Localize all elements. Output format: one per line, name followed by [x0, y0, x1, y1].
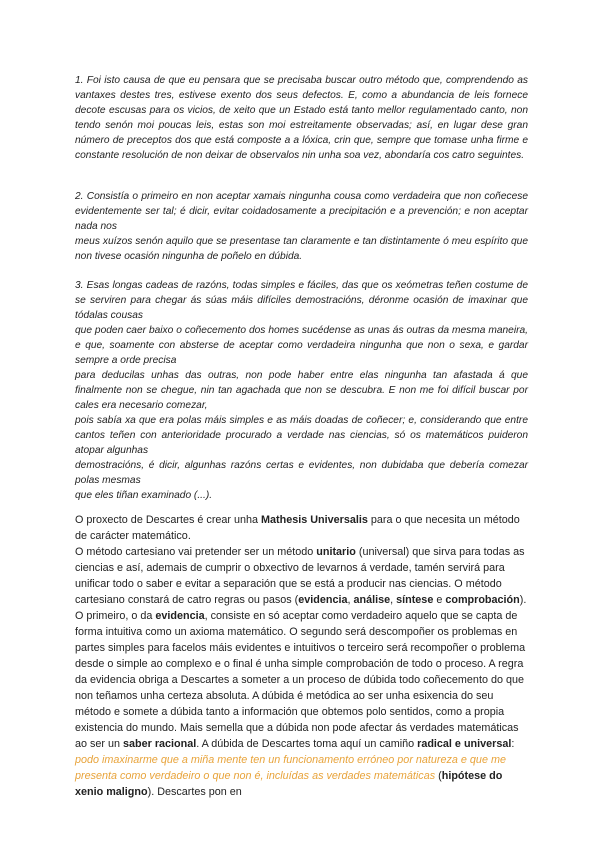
quote-rule-2: [75, 189, 528, 264]
body-text: ,: [347, 594, 354, 606]
bold-term: hipótese do xenio maligno: [75, 770, 503, 798]
body-text: e: [433, 594, 446, 606]
body-text: ,: [390, 594, 397, 606]
quote-rule-3: [75, 278, 528, 503]
bold-term: Mathesis Universalis: [261, 514, 368, 526]
bold-term: análise: [353, 594, 391, 606]
quote-paragraph: que eles tiñan examinado (...).: [75, 490, 213, 501]
body-text: ). Descartes pon en: [147, 786, 242, 798]
bold-term: unitario: [316, 546, 356, 558]
body-text: (: [435, 770, 442, 782]
body-text: :: [511, 738, 515, 750]
body-text: . A dúbida de Descartes toma aquí un camiño: [196, 738, 418, 750]
body-text: O proxecto de Descartes é crear unha: [75, 514, 262, 526]
body-paragraph-method: [75, 544, 530, 800]
body-text: ). O primeiro, o da: [75, 594, 527, 622]
quote-paragraph: para deducilas unhas das outras, non pode haber entre elas ningunha tan afastada á que finalmente non se chegue, nin tan agachada que non se descubra. E non me foi difícil buscar por cales era necesario comezar,: [75, 370, 528, 411]
body-text: para o que necesita un método de carácter matemático.: [75, 514, 520, 542]
quote-paragraph: 3. Esas longas cadeas de razóns, todas simples e fáciles, das que os xeómetras teñen costume de se serviren para chegar ás súas máis difíciles demostracións, déronme ocasión de imaxinar que tódalas cousas: [75, 280, 528, 321]
quote-paragraph: pois sabía xa que era polas máis simples e as máis doadas de coñecer; e, considerando que entre cantos teñen con anterioridade procurado a verdade nas ciencias, só os matemáticos puideron atopar algunhas: [75, 415, 528, 456]
highlighted-text: podo imaxinarme que a miña mente ten un funcionamento erróneo por natureza e que me presenta como verdadeiro o que non é, incluídas as verdades matemáticas: [75, 754, 506, 782]
bold-term: síntese: [396, 594, 434, 606]
quote-rule-1: [75, 73, 528, 163]
quote-paragraph: meus xuízos senón aquilo que se presentase tan claramente e tan distintamente ó meu espírito que non tivese ocasión ningunha de poñelo en dúbida.: [75, 236, 528, 262]
bold-term: evidencia: [298, 594, 348, 606]
bold-term: radical e universal: [417, 738, 512, 750]
quote-paragraph: 1. Foi isto causa de que eu pensara que se precisaba buscar outro método que, comprendendo as vantaxes destes tres, estivese exento dos seus defectos. E, como a abundancia de leis fornece decote escusas para os vicios, de xeito que un Estado está tanto mellor regulamentado canto, non tendo senón moi poucas leis, estas son moi estreitamente observadas; así, en lugar dese gran número de preceptos dos que está composte a a lóxica, crin que, sempre que tomase unha firme e constante resolución de non deixar de observalos nin unha soa vez, abondaría cos catro seguintes.: [75, 75, 528, 161]
quote-paragraph: que poden caer baixo o coñecemento dos homes sucédense as unas ás outras da mesma maneira, e que, soamente con absterse de aceptar como verdadeira ningunha que non o sexa, e gardar sempre a orde precisa: [75, 325, 528, 366]
bold-term: evidencia: [155, 610, 205, 622]
quote-paragraph: demostracións, é dicir, algunhas razóns certas e evidentes, non dubidaba que debería comezar polas mesmas: [75, 460, 528, 486]
body-text: , consiste en só aceptar como verdadeiro aquelo que se capta de forma intuitiva como un axioma matemático. O segundo será descompoñer os problemas en partes simples para facelos máis evidentes e intuitivos o terceiro será recompoñer o problema desde o simple ao complexo e o final é unha simple comprobación de todo o proceso. A regra da evidencia obriga a Descartes a someter a un proceso de dúbida todo coñecemento do que non teñamos unha certeza absoluta. A dúbida é metódica ao ser unha esixencia do seu método e somete a dúbida tanto a información que obtemos polo sentidos, como a propia existencia do mundo. Mais semella que a dúbida non pode afectar ás verdades matemáticas ao ser un: [75, 610, 526, 750]
body-text: (universal) que sirva para todas as ciencias e así, ademais de cumprir o obxectivo de levarnos á verdade, tamén servirá para unificar todo o saber e evitar a separación que se está a producir nas ciencias. O método cartesiano constará de catro regras ou pasos (: [75, 546, 525, 606]
quote-paragraph: 2. Consistía o primeiro en non aceptar xamais ningunha cousa como verdadeira que non coñecese evidentemente ser tal; é dicir, evitar coidadosamente a precipitación e a prevención; e non aceptar nada nos: [75, 191, 528, 232]
bold-term: comprobación: [445, 594, 520, 606]
bold-term: saber racional: [123, 738, 197, 750]
body-text: O método cartesiano vai pretender ser un método: [75, 546, 317, 558]
body-paragraph-mathesis: [75, 512, 530, 544]
